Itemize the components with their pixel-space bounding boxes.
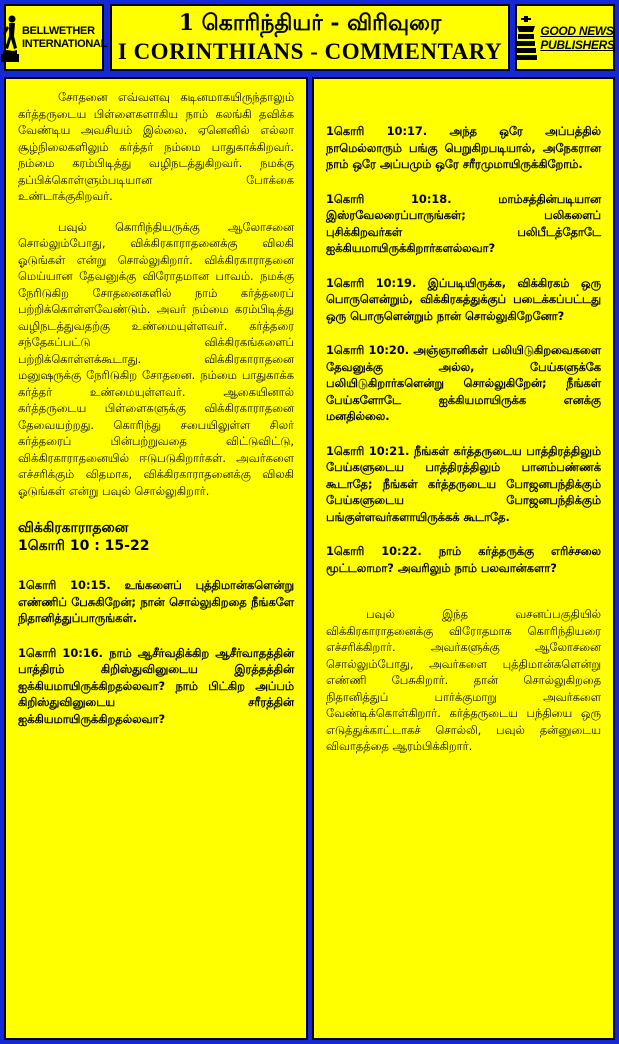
verse-16: 1கொரி 10:16. நாம் ஆசீர்வதிக்கிற ஆசீர்வாதத்தின் பாத்திரம் கிறிஸ்துவினுடைய இரத்தத்தின் ஐக்கியமாயிருக்கிறதல்லவா? நாம் பிட்கிற அப்பம் கிறிஸ்துவினுடைய சரீரத்தின் ஐக்கியமாயிருக்கிறதல்லவா? <box>18 645 294 726</box>
bellwether-logo <box>4 4 108 71</box>
good-news-logo <box>515 4 615 71</box>
page-title-english: I CORINTHIANS - COMMENTARY <box>117 39 503 64</box>
verse-17: 1கொரி 10:17. அந்த ஒரே அப்பத்தில் நாமெல்லாரும் பங்கு பெறுகிறபடியால், அநேகரான நாம் ஒரே அப்பமும் ஒரே சரீரமுமாயிருக்கிறோம். <box>326 124 601 171</box>
verse-22: 1கொரி 10:22. நாம் கர்த்தருக்கு எரிச்சலை மூட்டலாமா? அவரிலும் நாம் பலவான்களா? <box>326 544 601 575</box>
verse-19: 1கொரி 10:19. இப்படியிருக்க, விக்கிரகம் ஒரு பொருளென்றும், விக்கிரகத்துக்குப் படைக்கப்பட்டது ஒரு பொருளென்றும் நான் சொல்லுகிறேனோ? <box>326 275 601 323</box>
books-icon <box>515 16 537 60</box>
left-logo-line1: BELLWETHER <box>21 24 95 37</box>
right-logo-line1: GOOD NEWS <box>540 23 614 38</box>
section-reference: 1கொரி 10 : 15-22 <box>18 538 150 554</box>
left-logo-line2: INTERNATIONAL <box>21 37 108 50</box>
intro-paragraph: சோதனை எவ்வளவு கடினமாகயிருந்தாலும் கர்த்தருடைய பிள்ளைகளாகிய நாம் கலங்கி தவிக்க வேண்டிய அவசியம் இல்லை. ஏனெனில் எல்லா சூழ்நிலைகளிலும் கர்த்தர் நம்மை பாதுகாக்கிறவர். நம்மை கரம்பிடித்து வழிநடத்துகிறவர். நமக்கு தப்பிக்கொள்ளும்படியான போக்கை உண்டாக்குகிறவர். <box>18 90 294 203</box>
verse-18: 1கொரி 10:18. மாம்சத்தின்படியான இஸ்ரவேலரைப்பாருங்கள்; பலிகளைப் புசிக்கிறவர்கள் பலிபீடத்தோடே ஐக்கியமாயிருக்கிறார்களல்லவா? <box>326 191 601 255</box>
verse-15: 1கொரி 10:15. உங்களைப் புத்திமான்களென்று எண்ணிப் பேசுகிறேன்; நான் சொல்லுகிறதை நீங்களே நிதானித்துப்பாருங்கள். <box>18 578 294 625</box>
mountain-climber-icon <box>1 14 19 62</box>
section-heading <box>18 519 294 555</box>
closing-paragraph: பவுல் இந்த வசனப்பகுதியில் விக்கிரகாராதனைக்கு விரோதமாக கொரிந்தியரை எச்சரிக்கிறார். அவர்களுக்கு ஆலோசனை சொல்லும்போது, அவர்களை புத்திமான்களென்று எண்ணி பேசுகிறார். தான் சொல்லுகிறதை நிதானித்துப் பார்க்குமாறு அவர்களை வேண்டிக்கொள்கிறார். கர்த்தருடைய பந்தியை ஒரு எடுத்துக்காட்டாகச் சொல்லி, பவுல் தன்னுடைய விவாதத்தை ஆரம்பிக்கிறார். <box>326 607 601 753</box>
right-logo-line2: PUBLISHERS <box>540 37 615 52</box>
commentary-paragraph: பவுல் கொரிந்தியருக்கு ஆலோசனை சொல்லும்போது, விக்கிரகாராதனைக்கு விலகி ஓடுங்கள் என்று சொல்லுகிறார். விக்கிரகாராதனை மெய்யான தேவனுக்கு விரோதமான பாவம். நமக்கு நேரிடுகிற சோதனைகளில் நாம் கர்த்தரைப் பற்றிக்கொள்ளவேண்டும். அவர் நம்மை கரம்பிடித்து வழிநடத்துவதற்கு உண்மையுள்ளவர். கர்த்தரை சந்தேகப்பட்டு விக்கிரகங்களைப் பற்றிக்கொள்ளக்கூடாது. விக்கிரகாராதனை மனுஷருக்கு நேரிடுகிற சோதனை. நம்மை பாதுகாக்க கர்த்தர் உண்மையுள்ளவர். ஆகையினால் கர்த்தருடைய பிள்ளைகளுக்கு விக்கிரகாராதனை தேவையற்றது. கொரிந்து சபையிலுள்ள சிலர் கர்த்தரைப் பின்பற்றுவதை விட்டுவிட்டு, விக்கிரகாராதனையில் ஈடுபடுகிறார்கள். அவர்களை எச்சரிக்கும் விதமாக, விக்கிரகாராதனைக்கு விலகி ஓடுங்கள் என்று பவுல் சொல்லுகிறார். <box>18 219 294 498</box>
verse-20: 1கொரி 10:20. அஞ்ஞானிகள் பலியிடுகிறவைகளை தேவனுக்கு அல்ல, பேய்களுக்கே பலியிடுகிறார்களென்று சொல்லுகிறேன்; நீங்கள் பேய்களோடே ஐக்கியமாயிருக்க எனக்கு மனதில்லை. <box>326 343 601 423</box>
section-title: விக்கிரகாராதனை <box>18 520 129 536</box>
left-column <box>4 77 308 1040</box>
right-column <box>312 77 615 1040</box>
verse-21: 1கொரி 10:21. நீங்கள் கர்த்தருடைய பாத்திரத்திலும் பேய்களுடைய பாத்திரத்திலும் பானம்பண்ணக் கூடாதே; நீங்கள் கர்த்தருடைய போஜனபந்திக்கும் பேய்களுடைய போஜனபந்திக்கும் பங்குள்ளவர்களாயிருக்கக் கூடாதே. <box>326 443 601 524</box>
page-header <box>110 4 510 71</box>
page-title-tamil: 1 கொரிந்தியர் - விரிவுரை <box>178 10 442 36</box>
